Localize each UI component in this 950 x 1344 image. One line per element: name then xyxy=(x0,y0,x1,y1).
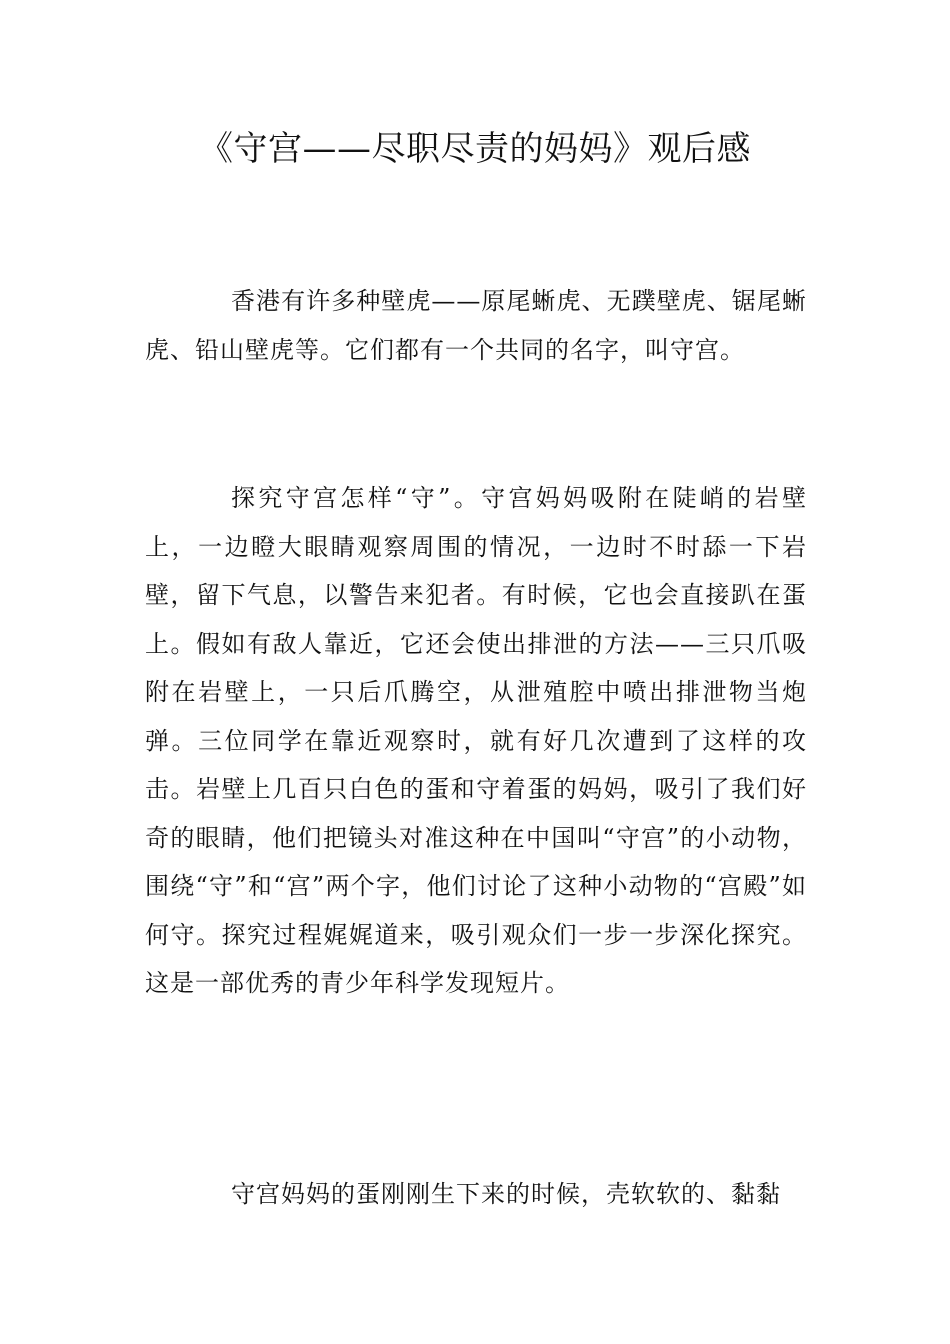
paragraph-gecko-species: 香港有许多种壁虎——原尾蜥虎、无蹼壁虎、锯尾蜥虎、铅山壁虎等。它们都有一个共同的名字，叫守宫。 xyxy=(145,287,807,364)
paragraph-how-gecko-guards: 探究守宫怎样“守”。守宫妈妈吸附在陡峭的岩壁上，一边瞪大眼睛观察周围的情况，一边时不时舔一下岩壁，留下气息，以警告来犯者。有时候，它也会直接趴在蛋上。假如有敌人靠近，它还会使出排泄的方法——三只爪吸附在岩壁上，一只后爪腾空，从泄殖腔中喷出排泄物当炮弹。三位同学在靠近观察时，就有好几次遭到了这样的攻击。岩壁上几百只白色的蛋和守着蛋的妈妈，吸引了我们好奇的眼睛，他们把镜头对准这种在中国叫“守宫”的小动物，围绕“守”和“宫”两个字，他们讨论了这种小动物的“宫殿”如何守。探究过程娓娓道来，吸引观众们一步一步深化探究。这是一部优秀的青少年科学发现短片。 xyxy=(145,484,807,997)
paragraph-gecko-eggs: 守宫妈妈的蛋刚刚生下来的时候，壳软软的、黏黏 xyxy=(231,1180,781,1208)
document-title: 《守宫——尽职尽责的妈妈》观后感 xyxy=(199,129,751,169)
